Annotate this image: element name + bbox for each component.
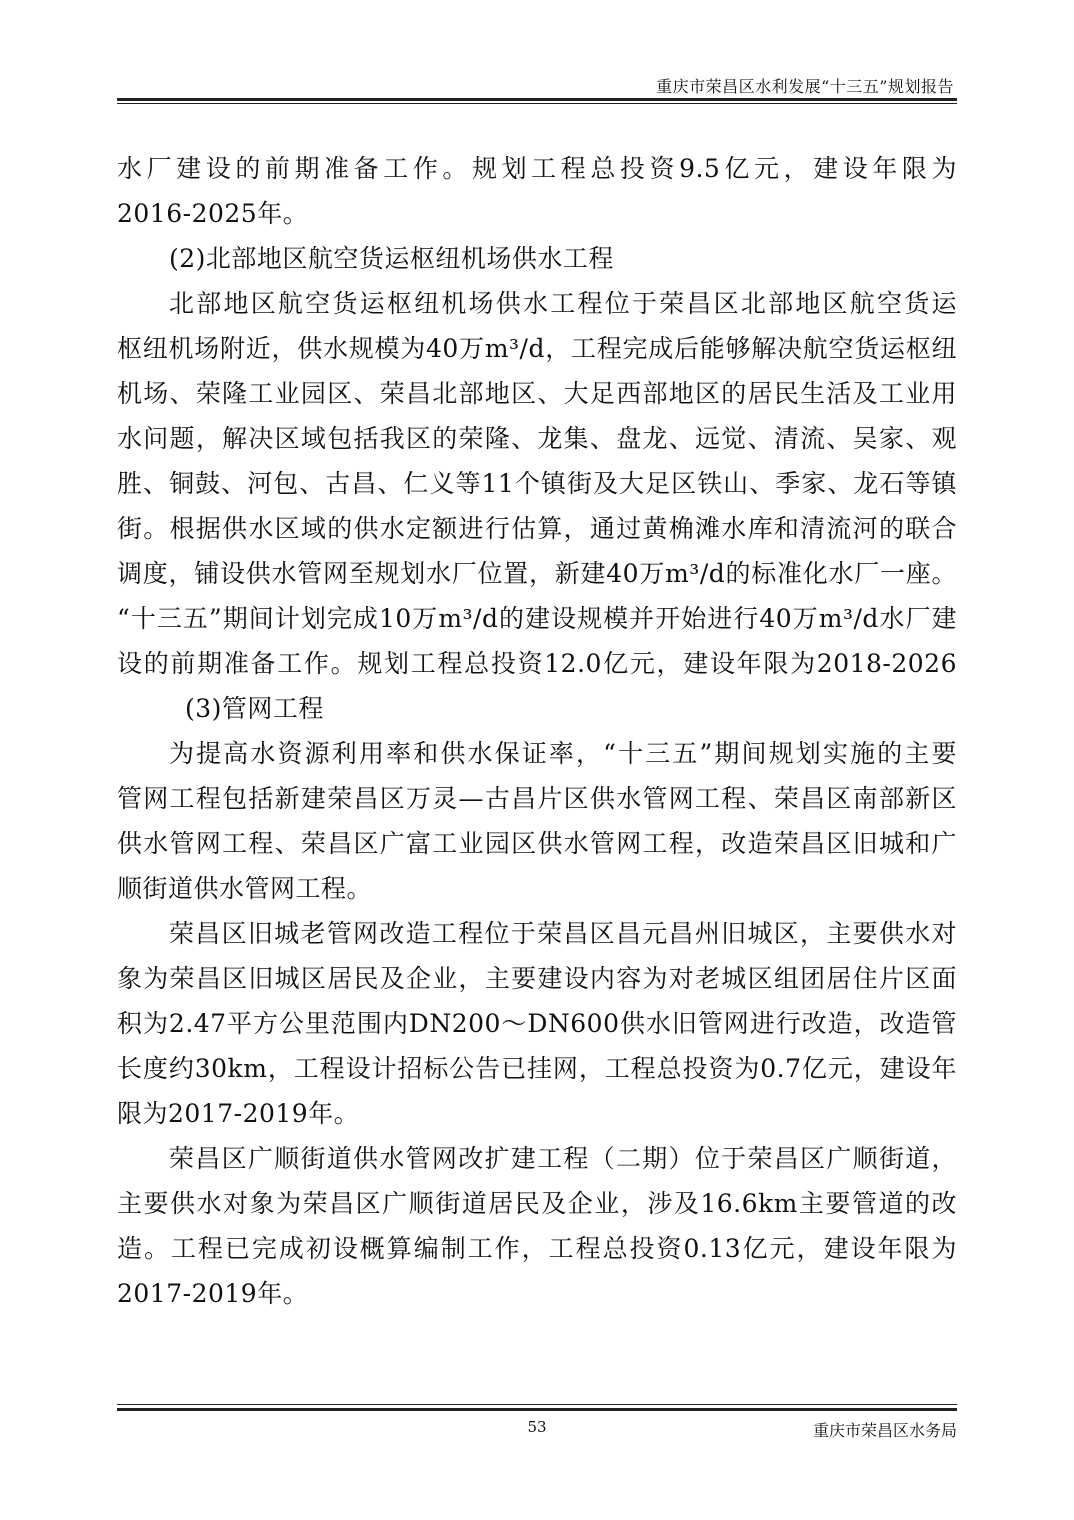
text-line: 供水管网工程、荣昌区广富工业园区供水管网工程，改造荣昌区旧城和广 <box>117 829 957 858</box>
footer-organization: 重庆市荣昌区水务局 <box>812 1421 957 1440</box>
text-line: 枢纽机场附近，供水规模为40万m³/d，工程完成后能够解决航空货运枢纽 <box>117 334 957 363</box>
text-line: 2017-2019年。 <box>117 1279 309 1308</box>
running-header-title: 重庆市荣昌区水利发展“十三五”规划报告 <box>656 77 954 96</box>
text-line: 荣昌区广顺街道供水管网改扩建工程（二期）位于荣昌区广顺街道， <box>169 1144 957 1173</box>
text-line: 长度约30km，工程设计招标公告已挂网，工程总投资为0.7亿元，建设年 <box>117 1054 957 1083</box>
text-line: 胜、铜鼓、河包、古昌、仁义等11个镇街及大足区铁山、季家、龙石等镇 <box>117 469 957 498</box>
text-line: 北部地区航空货运枢纽机场供水工程位于荣昌区北部地区航空货运 <box>169 289 957 318</box>
header-rule-thin <box>117 103 957 104</box>
text-line: 为提高水资源利用率和供水保证率，“十三五”期间规划实施的主要 <box>169 739 957 768</box>
text-line: 顺街道供水管网工程。 <box>117 874 373 903</box>
text-line: “十三五”期间计划完成10万m³/d的建设规模并开始进行40万m³/d水厂建 <box>117 604 957 633</box>
text-line: 机场、荣隆工业园区、荣昌北部地区、大足西部地区的居民生活及工业用 <box>117 379 957 408</box>
text-line: 象为荣昌区旧城区居民及企业，主要建设内容为对老城区组团居住片区面 <box>117 964 957 993</box>
text-line: 2016-2025年。 <box>117 199 309 228</box>
page-number: 53 <box>527 1418 547 1436</box>
body-text <box>117 146 957 1316</box>
text-line: 调度，铺设供水管网至规划水厂位置，新建40万m³/d的标准化水厂一座。 <box>117 559 957 588</box>
text-line: 造。工程已完成初设概算编制工作，工程总投资0.13亿元，建设年限为 <box>117 1234 957 1263</box>
text-line: 街。根据供水区域的供水定额进行估算，通过黄桷滩水库和清流河的联合 <box>117 514 957 543</box>
text-line: 水问题，解决区域包括我区的荣隆、龙集、盘龙、远觉、清流、吴家、观 <box>117 424 957 453</box>
text-line: 管网工程包括新建荣昌区万灵—古昌片区供水管网工程、荣昌区南部新区 <box>117 784 957 813</box>
text-line: (3)管网工程 <box>185 694 324 723</box>
header-rule-thick <box>117 98 957 101</box>
text-line: 荣昌区旧城老管网改造工程位于荣昌区昌元昌州旧城区，主要供水对 <box>169 919 957 948</box>
text-line: 主要供水对象为荣昌区广顺街道居民及企业，涉及16.6km主要管道的改 <box>117 1189 957 1218</box>
footer-rule-thick <box>117 1408 957 1411</box>
text-line: 限为2017-2019年。 <box>117 1099 360 1128</box>
text-line: 设的前期准备工作。规划工程总投资12.0亿元，建设年限为2018-2026 <box>117 649 957 678</box>
text-line: 积为2.47平方公里范围内DN200～DN600供水旧管网进行改造，改造管 <box>117 1009 957 1038</box>
footer-rule-thin <box>117 1404 957 1405</box>
text-line: 水厂建设的前期准备工作。规划工程总投资9.5亿元，建设年限为 <box>117 154 957 183</box>
text-line: (2)北部地区航空货运枢纽机场供水工程 <box>169 244 614 273</box>
